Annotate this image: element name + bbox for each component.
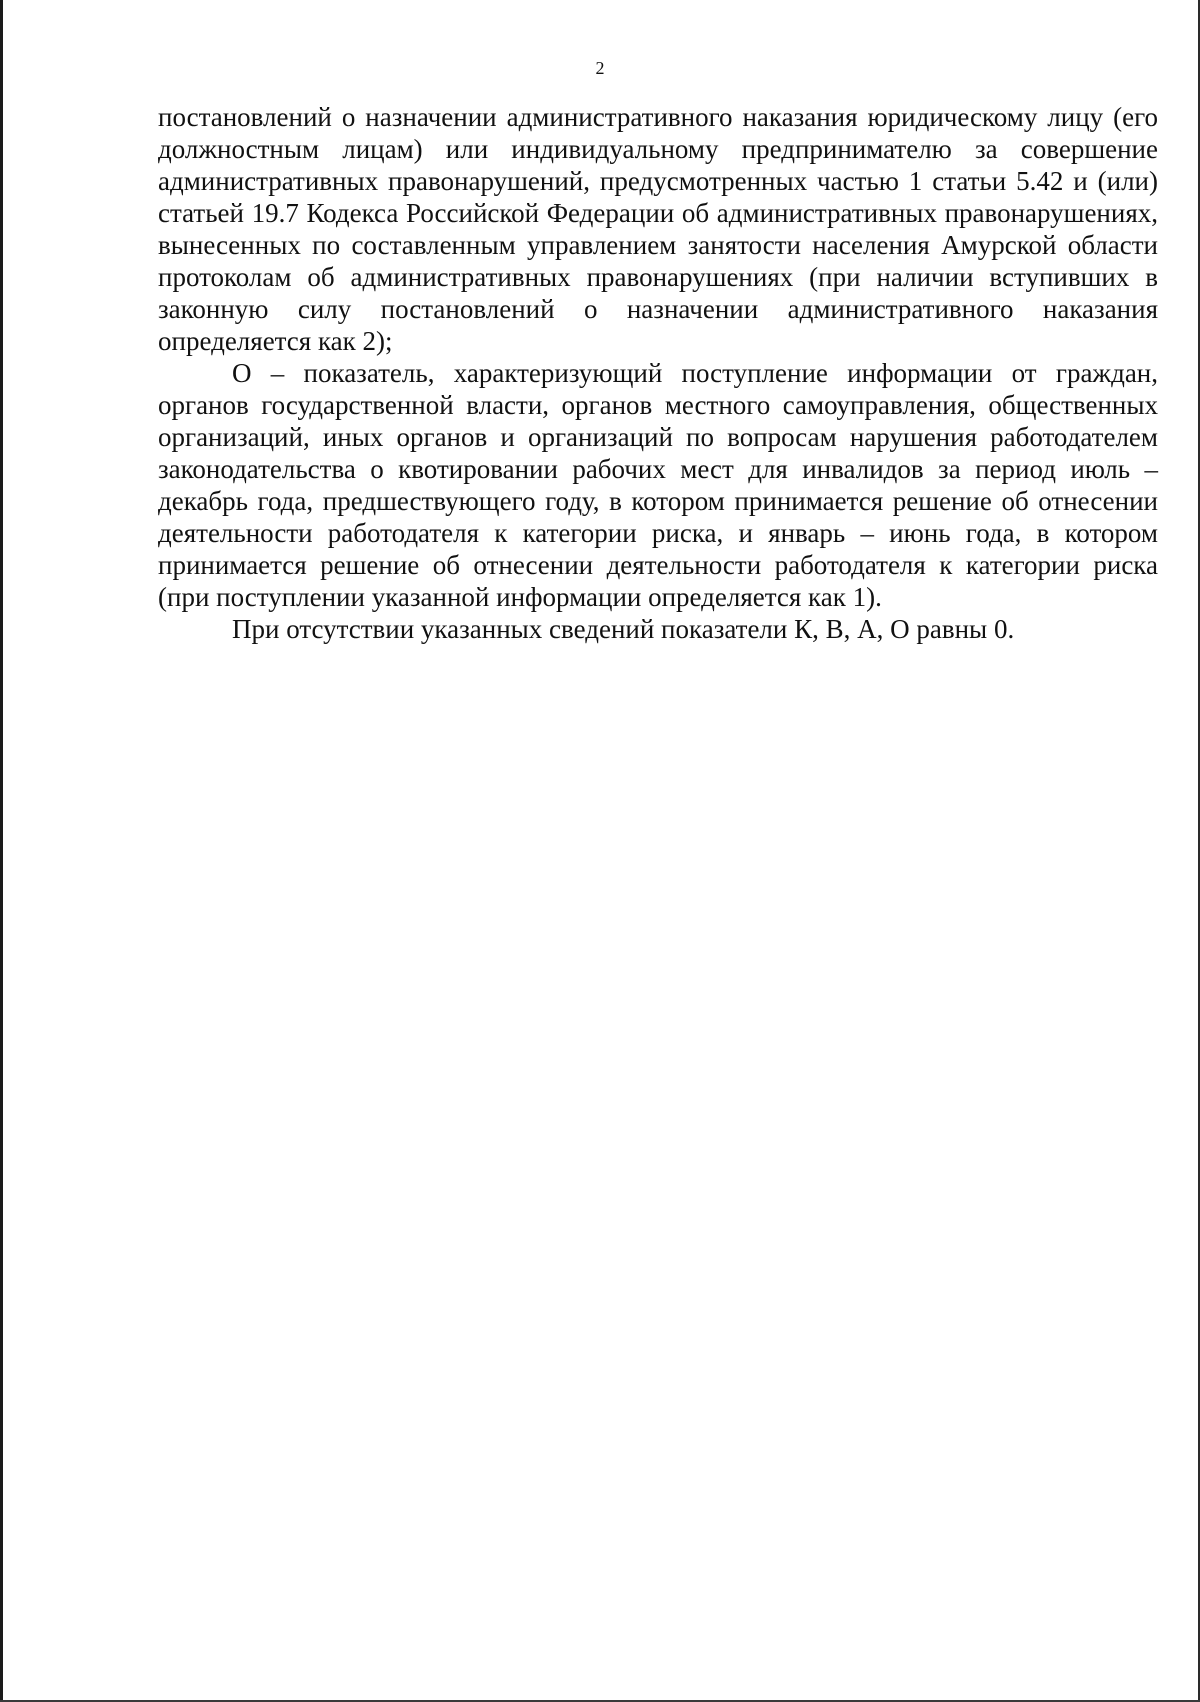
scan-edge-left — [0, 0, 3, 1702]
paragraph-continuation: постановлений о назначении административного наказания юридическому лицу (его должностным лицам) или индивидуальному предпринимателю за совершение административных правонарушений, предусмотренных частью 1 статьи 5.42 и (или) статьей 19.7 Кодекса Российской Федерации об административных правонарушениях, вынесенных по составленным управлением занятости населения Амурской области протоколам об административных правонарушениях (при наличии вступивших в законную силу постановлений о назначении административного наказания определяется как 2); — [158, 102, 1158, 356]
page-number: 2 — [595, 58, 605, 78]
document-body — [158, 101, 1158, 645]
paragraph-indicator-o: О – показатель, характеризующий поступление информации от граждан, органов государственной власти, органов местного самоуправления, общественных организаций, иных органов и организаций по вопросам нарушения работодателем законодательства о квотировании рабочих мест для инвалидов за период июль – декабрь года, предшествующего году, в котором принимается решение об отнесении деятельности работодателя к категории риска, и январь – июнь года, в котором принимается решение об отнесении деятельности работодателя к категории риска (при поступлении указанной информации определяется как 1). — [158, 358, 1158, 612]
paragraph-absence-rule: При отсутствии указанных сведений показатели К, В, А, О равны 0. — [232, 614, 1015, 644]
